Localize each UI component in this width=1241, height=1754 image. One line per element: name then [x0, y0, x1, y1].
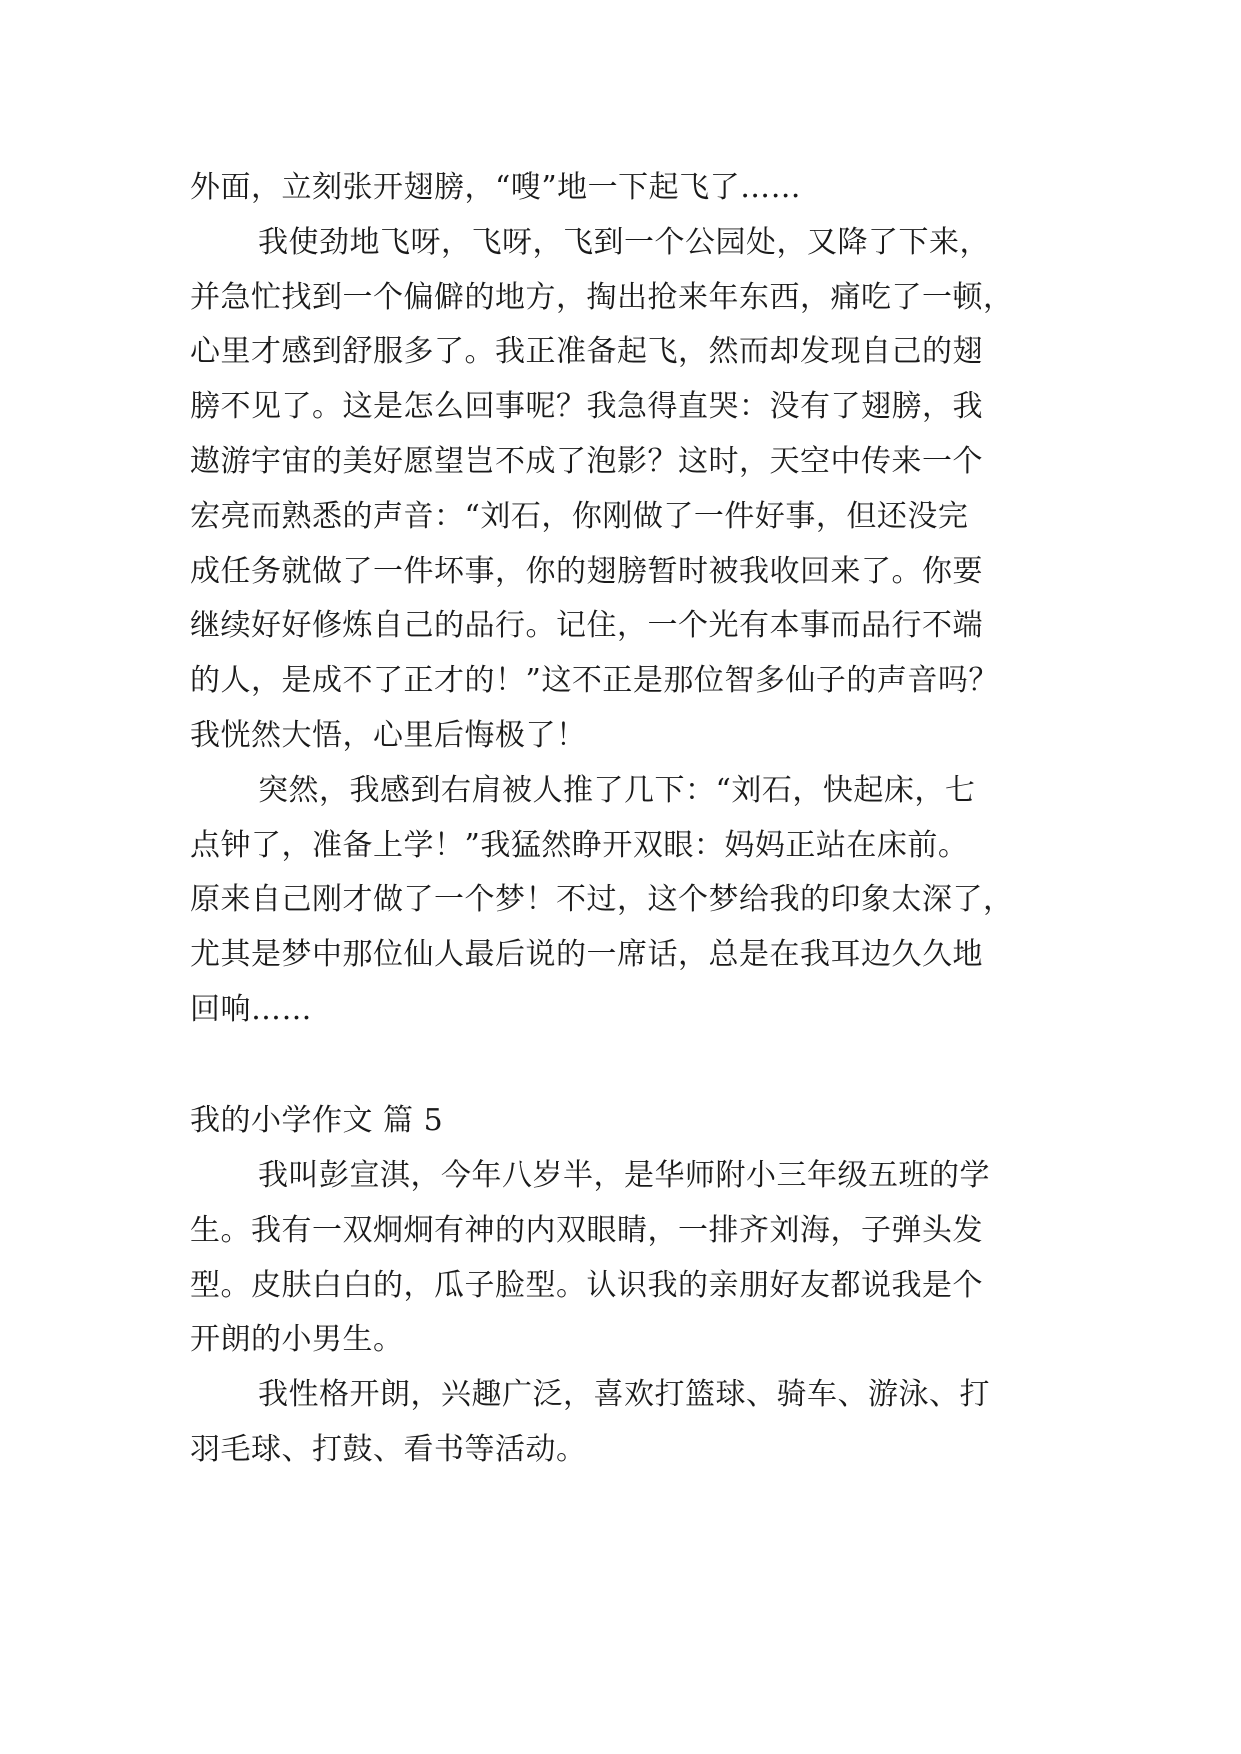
paragraph-start-line: 我叫彭宣淇，今年八岁半，是华师附小三年级五班的学: [258, 1158, 990, 1193]
text-line: 并急忙找到一个偏僻的地方，掏出抢来年东西，痛吃了一顿，: [190, 280, 1014, 315]
text-line: 膀不见了。这是怎么回事呢？我急得直哭：没有了翅膀，我: [190, 389, 983, 424]
paragraph-start-line: 我使劲地飞呀，飞呀，飞到一个公园处，又降了下来，: [258, 225, 990, 260]
text-line: 回响……: [190, 992, 312, 1027]
text-line: 羽毛球、打鼓、看书等活动。: [190, 1432, 587, 1467]
text-line: 尤其是梦中那位仙人最后说的一席话，总是在我耳边久久地: [190, 937, 983, 972]
text-line: 遨游宇宙的美好愿望岂不成了泡影？这时，天空中传来一个: [190, 444, 983, 479]
text-line: 宏亮而熟悉的声音：“刘石，你刚做了一件好事，但还没完: [190, 499, 969, 534]
text-line: 型。皮肤白白的，瓜子脸型。认识我的亲朋好友都说我是个: [190, 1268, 983, 1303]
text-line: 外面，立刻张开翅膀，“嗖”地一下起飞了……: [190, 170, 802, 205]
text-line: 生。我有一双炯炯有神的内双眼睛，一排齐刘海，子弹头发: [190, 1213, 983, 1248]
text-line: 的人，是成不了正才的！”这不正是那位智多仙子的声音吗？: [190, 663, 999, 698]
text-line: 心里才感到舒服多了。我正准备起飞，然而却发现自己的翅: [190, 334, 983, 369]
section-heading: 我的小学作文 篇 5: [190, 1103, 444, 1138]
text-line: 成任务就做了一件坏事，你的翅膀暂时被我收回来了。你要: [190, 554, 983, 589]
text-line: 继续好好修炼自己的品行。记住，一个光有本事而品行不端: [190, 608, 983, 643]
text-line: 开朗的小男生。: [190, 1322, 404, 1357]
text-line: 我恍然大悟，心里后悔极了！: [190, 718, 587, 753]
text-line: 原来自己刚才做了一个梦！不过，这个梦给我的印象太深了，: [190, 882, 1014, 917]
paragraph-start-line: 我性格开朗，兴趣广泛，喜欢打篮球、骑车、游泳、打: [258, 1377, 990, 1412]
paragraph-start-line: 突然，我感到右肩被人推了几下：“刘石，快起床，七: [258, 773, 976, 808]
text-line: 点钟了，准备上学！”我猛然睁开双眼：妈妈正站在床前。: [190, 828, 969, 863]
